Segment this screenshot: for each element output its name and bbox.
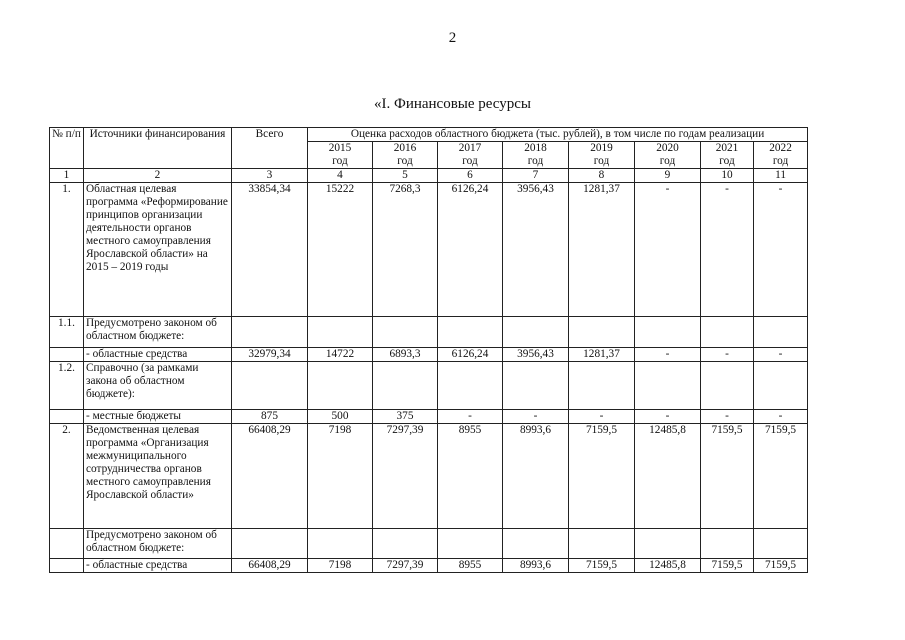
row-total: 33854,34: [232, 183, 308, 317]
header-year-value: 2019: [590, 142, 613, 154]
row-year-value: [438, 362, 503, 410]
header-row-top: [50, 128, 808, 142]
row-year-value: 7159,5: [701, 424, 754, 529]
table-row: [50, 424, 808, 529]
table-row: [50, 183, 808, 317]
row-year-value: 7297,39: [373, 559, 438, 573]
row-year-value: [701, 362, 754, 410]
row-source: Предусмотрено законом об областном бюджете:: [84, 317, 232, 348]
row-year-value: 7297,39: [373, 424, 438, 529]
row-year-value: [701, 529, 754, 559]
row-year-value: 7268,3: [373, 183, 438, 317]
column-number: 6: [438, 169, 503, 183]
row-number: [50, 559, 84, 573]
row-year-value: [635, 529, 701, 559]
row-year-value: 7159,5: [754, 424, 808, 529]
header-year: [373, 142, 438, 169]
header-year: [635, 142, 701, 169]
financial-resources-table: [49, 127, 808, 573]
row-source: - областные средства: [84, 348, 232, 362]
header-year: [308, 142, 373, 169]
row-year-value: 375: [373, 410, 438, 424]
header-year: [569, 142, 635, 169]
header-col-source: Источники финансирования: [84, 128, 232, 169]
row-year-value: 7159,5: [701, 559, 754, 573]
row-total: 875: [232, 410, 308, 424]
header-year-value: 2021: [715, 142, 739, 154]
table-row: [50, 317, 808, 348]
row-year-value: [373, 317, 438, 348]
row-year-value: [754, 529, 808, 559]
header-year: [701, 142, 754, 169]
row-year-value: 3956,43: [503, 348, 569, 362]
header-col-total: Всего: [232, 128, 308, 169]
page-number: 2: [448, 30, 457, 46]
header-year: [438, 142, 503, 169]
row-total: [232, 362, 308, 410]
row-year-value: [373, 362, 438, 410]
row-year-value: [308, 317, 373, 348]
row-year-value: 12485,8: [635, 559, 701, 573]
row-year-value: [308, 529, 373, 559]
header-year-unit: год: [332, 155, 348, 167]
row-source: - областные средства: [84, 559, 232, 573]
row-year-value: 7159,5: [754, 559, 808, 573]
row-year-value: 14722: [308, 348, 373, 362]
row-year-value: [438, 529, 503, 559]
row-year-value: [754, 317, 808, 348]
header-year-unit: год: [593, 155, 610, 167]
row-total: [232, 529, 308, 559]
row-year-value: -: [635, 348, 701, 362]
row-source: Справочно (за рамками закона об областном бюджете):: [84, 362, 232, 410]
column-number: 9: [635, 169, 701, 183]
row-year-value: 1281,37: [569, 183, 635, 317]
header-year-value: 2018: [524, 142, 547, 154]
column-number: 3: [232, 169, 308, 183]
row-year-value: -: [754, 410, 808, 424]
row-number: 1.: [50, 183, 84, 317]
header-year-value: 2020: [656, 142, 679, 154]
row-year-value: 8955: [438, 559, 503, 573]
row-year-value: 3956,43: [503, 183, 569, 317]
row-year-value: [569, 362, 635, 410]
table-row: [50, 348, 808, 362]
header-year-unit: год: [659, 155, 676, 167]
row-year-value: 8955: [438, 424, 503, 529]
column-numbers-row: [50, 169, 808, 183]
header-year-unit: год: [462, 155, 478, 167]
row-year-value: -: [754, 183, 808, 317]
row-year-value: 8993,6: [503, 559, 569, 573]
row-total: 66408,29: [232, 559, 308, 573]
row-total: [232, 317, 308, 348]
row-source: Предусмотрено законом об областном бюджете:: [84, 529, 232, 559]
column-number: 7: [503, 169, 569, 183]
row-year-value: 8993,6: [503, 424, 569, 529]
row-source: Областная целевая программа «Реформирование принципов организации деятельности органов местного самоуправления Ярославской области» на 2015 – 2019 годы: [84, 183, 232, 317]
row-year-value: -: [438, 410, 503, 424]
row-year-value: 6126,24: [438, 183, 503, 317]
header-year-unit: год: [719, 155, 735, 167]
row-year-value: -: [569, 410, 635, 424]
row-year-value: 500: [308, 410, 373, 424]
row-year-value: 7198: [308, 559, 373, 573]
table-row: [50, 410, 808, 424]
header-year-value: 2015: [328, 142, 352, 154]
table-row: [50, 362, 808, 410]
row-year-value: 1281,37: [569, 348, 635, 362]
row-number: [50, 529, 84, 559]
header-col-no: № п/п: [50, 128, 84, 169]
column-number: 5: [373, 169, 438, 183]
row-number: 2.: [50, 424, 84, 529]
row-year-value: 7159,5: [569, 559, 635, 573]
header-year-unit: год: [527, 155, 544, 167]
table-row: [50, 559, 808, 573]
column-number: 10: [701, 169, 754, 183]
row-source: Ведомственная целевая программа «Организация межмуниципального сотрудничества органов местного самоуправления Ярославской области»: [84, 424, 232, 529]
row-year-value: -: [701, 183, 754, 317]
row-year-value: -: [701, 348, 754, 362]
column-number: 4: [308, 169, 373, 183]
row-number: 1.2.: [50, 362, 84, 410]
row-year-value: [503, 362, 569, 410]
row-year-value: 15222: [308, 183, 373, 317]
header-year: [503, 142, 569, 169]
header-year-value: 2022: [769, 142, 792, 154]
row-year-value: 7159,5: [569, 424, 635, 529]
header-year: [754, 142, 808, 169]
row-year-value: -: [754, 348, 808, 362]
row-year-value: [635, 362, 701, 410]
column-number: 1: [50, 169, 84, 183]
row-number: [50, 348, 84, 362]
header-year-value: 2016: [393, 142, 417, 154]
section-title: «I. Финансовые ресурсы: [373, 96, 532, 112]
column-number: 2: [84, 169, 232, 183]
table-row: [50, 529, 808, 559]
row-source: - местные бюджеты: [84, 410, 232, 424]
row-year-value: 6126,24: [438, 348, 503, 362]
header-year-unit: год: [397, 155, 413, 167]
row-number: [50, 410, 84, 424]
row-year-value: 7198: [308, 424, 373, 529]
row-year-value: -: [635, 183, 701, 317]
row-number: 1.1.: [50, 317, 84, 348]
row-year-value: [701, 317, 754, 348]
row-total: 32979,34: [232, 348, 308, 362]
row-year-value: -: [701, 410, 754, 424]
row-year-value: [635, 317, 701, 348]
row-year-value: 12485,8: [635, 424, 701, 529]
row-year-value: [308, 362, 373, 410]
column-number: 8: [569, 169, 635, 183]
column-number: 11: [754, 169, 808, 183]
row-year-value: [569, 317, 635, 348]
row-year-value: [373, 529, 438, 559]
row-year-value: -: [503, 410, 569, 424]
row-year-value: [503, 317, 569, 348]
row-year-value: [438, 317, 503, 348]
header-year-value: 2017: [458, 142, 482, 154]
row-year-value: 6893,3: [373, 348, 438, 362]
row-year-value: [754, 362, 808, 410]
header-col-estimate: Оценка расходов областного бюджета (тыс. рублей), в том числе по годам реализации: [308, 128, 808, 142]
row-total: 66408,29: [232, 424, 308, 529]
row-year-value: [569, 529, 635, 559]
header-year-unit: год: [772, 155, 789, 167]
row-year-value: [503, 529, 569, 559]
row-year-value: -: [635, 410, 701, 424]
